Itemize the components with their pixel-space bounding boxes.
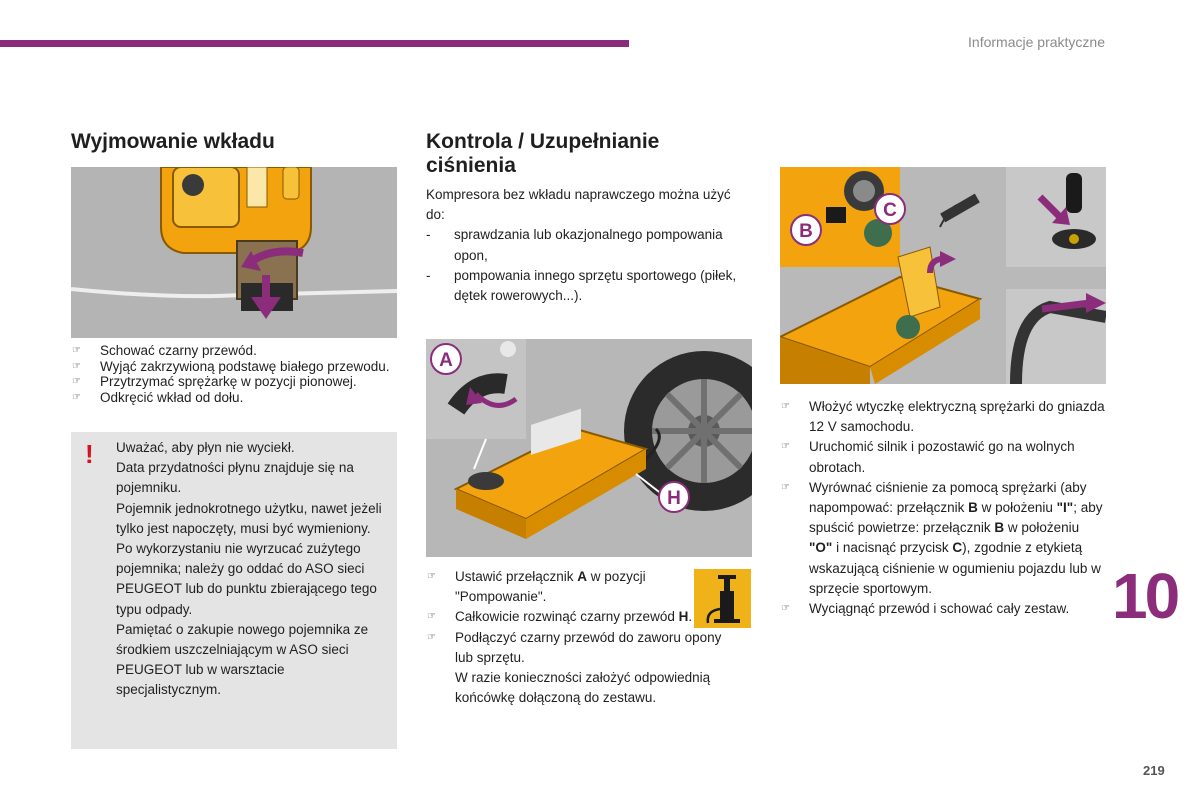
list-item: - sprawdzania lub okazjonalnego pompowania opon, [426, 227, 723, 263]
bullet-hand-icon: ☞ [781, 481, 790, 493]
list-item: ☞ Uruchomić silnik i pozostawić go na wolnych obrotach. [781, 439, 1075, 475]
list-item: ☞ Włożyć wtyczkę elektryczną sprężarki do gniazda 12 V samochodu. [781, 399, 1105, 435]
bullet-hand-icon: ☞ [781, 441, 790, 453]
illustration-compressor-tyre [426, 339, 752, 557]
page-number: 219 [1143, 763, 1165, 778]
warning-box [71, 432, 397, 749]
list-item: ☞ Wyciągnąć przewód i schować cały zestaw. [780, 599, 1105, 619]
running-header: Informacje praktyczne [968, 34, 1105, 50]
warning-text: Uważać, aby płyn nie wyciekł. Data przydatności płynu znajduje się na pojemniku. Pojemnik jednokrotnego użytku, nawet jeżeli tylko jest napoczęty, musi być wymieniony. Po wykorzystaniu nie wyrzucać zużytego pojemnika; należy go oddać do ASO sieci PEUGEOT lub do punktu zbierającego tego typu odpady. Pamiętać o zakupie nowego pojemnika ze środkiem uszczelniającym w ASO sieci PEUGEOT lub w warsztacie specjalistycznym. [116, 440, 382, 698]
bullet-hand-icon: ☞ [427, 611, 436, 623]
pressure-steps-list [780, 397, 1105, 619]
bullet-hand-icon: ☞ [427, 571, 436, 582]
label-c: C [883, 200, 897, 221]
remove-steps-list [71, 343, 401, 405]
list-item: ☞ Całkowicie rozwinąć czarny przewód H. [426, 607, 710, 627]
label-h: H [667, 488, 681, 509]
section-title-remove-cartridge: Wyjmowanie wkładu [71, 130, 275, 153]
bullet-hand-icon: ☞ [781, 401, 790, 412]
bullet-hand-icon: ☞ [72, 345, 81, 356]
list-item: ☞ Przytrzymać sprężarkę w pozycji pionowej. [72, 374, 357, 389]
chapter-number: 10 [1112, 560, 1178, 632]
pump-icon [694, 569, 751, 628]
list-item: ☞ Podłączyć czarny przewód do zaworu opony lub sprzętu. W razie konieczności założyć odpowiednią końcówkę dołączoną do zestawu. [427, 629, 722, 706]
section-title-check-pressure: Kontrola / Uzupełnianie ciśnienia [426, 130, 660, 177]
exclamation-icon: ! [85, 439, 94, 469]
illustration-cartridge-removal [71, 167, 397, 338]
list-item: - pompowania innego sprzętu sportowego (piłek, dętek rowerowych...). [426, 267, 737, 304]
label-b: B [799, 221, 813, 242]
intro-text: Kompresora bez wkładu naprawczego można użyć do: - sprawdzania lub okazjonalnego pompowania opon, - pompowania innego sprzętu sportowego (piłek, dętek rowerowych...). [426, 185, 746, 306]
list-item: ☞ Schować czarny przewód. [72, 343, 257, 358]
bullet-hand-icon: ☞ [72, 360, 81, 372]
list-item: ☞ Wyjąć zakrzywioną podstawę białego przewodu. [72, 358, 390, 374]
bullet-hand-icon: ☞ [427, 631, 436, 643]
list-item: ☞ Wyrównać ciśnienie za pomocą sprężarki (aby napompować: przełącznik B w położeniu "I"; aby spuścić powietrze: przełącznik B w położeniu "O" i nacisnąć przycisk C), zgodnie z etykietą wskazującą ciśnienie w ogumieniu pojazdu lub w sprzęcie sportowym. [781, 479, 1103, 596]
bullet-hand-icon: ☞ [72, 391, 81, 403]
label-a: A [439, 350, 453, 371]
list-item: ☞ Ustawić przełącznik A w pozycji "Pompowanie". [427, 569, 646, 605]
top-accent-bar [0, 40, 629, 47]
bullet-hand-icon: ☞ [72, 376, 81, 387]
bullet-hand-icon: ☞ [781, 603, 790, 615]
list-item: ☞ Odkręcić wkład od dołu. [72, 389, 244, 405]
illustration-compressor-socket [780, 167, 1106, 384]
